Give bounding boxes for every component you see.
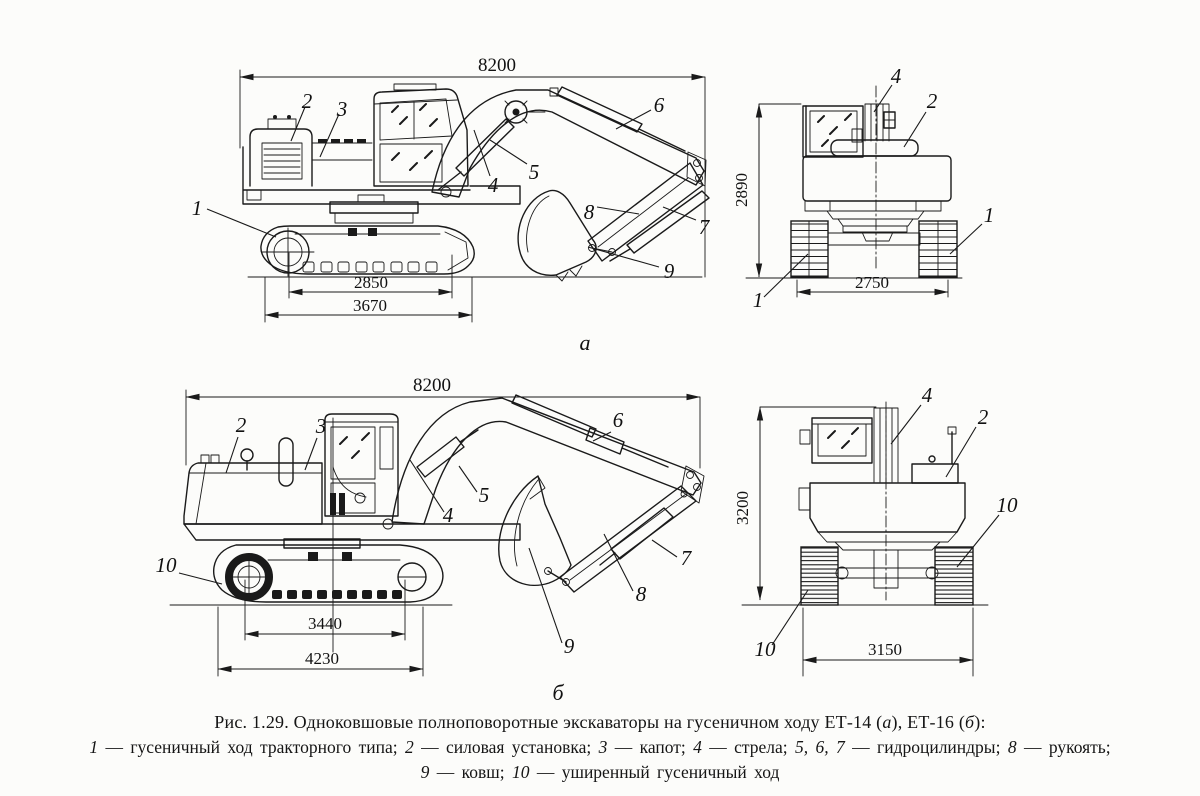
cab-b [325, 414, 398, 516]
callout-boom-a: 4 [487, 173, 499, 197]
body-a-rear [803, 156, 951, 201]
track-undercarriage-b [214, 545, 443, 602]
excavator-b-side-view [170, 395, 704, 652]
excavator-a-side-view [243, 84, 709, 281]
callout-cyl5-a: 5 [528, 160, 540, 184]
callout-cyl7-b: 7 [680, 546, 692, 570]
legend-item: 1 — гусеничный ход тракторного типа; [89, 737, 405, 757]
cab-a-rear [803, 106, 863, 157]
subfigure-a-label: а [579, 330, 591, 355]
figure-b [156, 375, 1019, 705]
callout-track-right-b-rear: 10 [996, 493, 1018, 517]
dim-height-a: 2890 [732, 173, 751, 207]
dim-wheel-base-a: 2850 [354, 273, 388, 292]
arm-cylinder-6 [557, 87, 685, 151]
body-b-rear [810, 483, 965, 532]
arm-cylinder-6 [586, 428, 668, 467]
arm-8 [588, 163, 703, 261]
legend-item: 9 — ковш; [420, 762, 512, 782]
callout-track-right-a-rear: 1 [983, 203, 995, 227]
callout-track-a: 1 [191, 196, 203, 220]
caption-a-ref: а [882, 712, 892, 732]
callout-engine-a-rear: 2 [926, 89, 938, 113]
track-rollers [303, 262, 437, 272]
dim-track-length-b: 4230 [305, 649, 339, 668]
callout-boom-a-rear: 4 [890, 64, 902, 88]
callout-boom-b: 4 [442, 503, 454, 527]
boom-b-rear [874, 408, 898, 482]
track-undercarriage-a [261, 226, 474, 276]
tracks-a-rear [791, 221, 957, 277]
callout-track-left-a-rear: 1 [752, 288, 764, 312]
dim-wheel-base-b: 3440 [308, 614, 342, 633]
caption-text: ): [974, 712, 986, 732]
callout-cyl6-a: 6 [653, 93, 665, 117]
callout-bucket-b: 9 [563, 634, 575, 658]
callout-stick-a: 8 [583, 200, 595, 224]
engine-grille [262, 143, 302, 179]
legend-item: 10 — уширенный гусеничный ход [511, 762, 780, 782]
legend-line-1 [0, 735, 1200, 760]
subfigure-b-label: б [552, 680, 564, 705]
callout-boom-b-rear: 4 [921, 383, 933, 407]
cab-b-rear [800, 418, 872, 463]
platform [184, 524, 520, 540]
engine-bonnet-a [831, 140, 918, 156]
callout-track-left-b-rear: 10 [754, 637, 776, 661]
dim-height-b: 3200 [733, 491, 752, 525]
boom-arm-bucket-b [383, 395, 704, 592]
caption-text: Рис. 1.29. Одноковшовые полноповоротные экскаваторы на гусеничном ходу ЕТ-14 ( [214, 712, 883, 732]
legend-item: 5, 6, 7 — гидроцилиндры; [795, 737, 1008, 757]
callout-stick-b: 8 [635, 582, 647, 606]
figure-a [192, 55, 995, 355]
track-rollers [272, 590, 402, 599]
boom-cylinder-5 [438, 119, 514, 190]
callouts-b-side [156, 408, 693, 658]
legend-item: 3 — капот; [598, 737, 694, 757]
hood-deck [312, 143, 372, 160]
callout-bucket-a: 9 [663, 259, 675, 283]
callout-wide-track-b: 10 [155, 553, 177, 577]
figure-caption [0, 710, 1200, 785]
arm-cylinder-6-rod [512, 395, 596, 437]
legend-item: 8 — рукоять; [1007, 737, 1111, 757]
cab-a [374, 84, 468, 186]
legend-item: 4 — стрела; [693, 737, 796, 757]
legend-line-2 [0, 760, 1200, 785]
dim-width-a: 2750 [855, 273, 889, 292]
callout-engine-b-rear: 2 [977, 405, 989, 429]
dim-overall-length-a: 8200 [478, 55, 516, 76]
operator-console-b [912, 427, 958, 483]
upper-structure-a [243, 115, 520, 223]
bucket-cylinder-7 [600, 508, 673, 565]
caption-b-ref: б [965, 712, 975, 732]
exhaust-stack [279, 438, 293, 486]
dimensions-b-rear [733, 407, 973, 676]
bucket-9 [499, 476, 571, 585]
upper-structure-b [184, 438, 520, 548]
legend-item: 2 — силовая установка; [404, 737, 599, 757]
caption-title [0, 710, 1200, 735]
dim-overall-length-b: 8200 [413, 375, 451, 396]
boom-cylinder-5 [417, 430, 478, 477]
dim-track-length-a: 3670 [353, 296, 387, 315]
callout-cyl5-b: 5 [478, 483, 490, 507]
callout-hood-a: 3 [336, 97, 348, 121]
excavator-a-rear-view [746, 86, 962, 278]
tracks-b-rear [801, 547, 973, 605]
dim-width-b: 3150 [868, 640, 902, 659]
caption-text: ), ЕТ-16 ( [891, 712, 966, 732]
callout-power-unit-b: 2 [235, 413, 247, 437]
callout-cyl6-b: 6 [612, 408, 624, 432]
boom-a-rear [852, 104, 895, 142]
callout-cyl7-a: 7 [698, 215, 710, 239]
callout-power-unit-a: 2 [301, 89, 313, 113]
callout-hood-b: 3 [315, 414, 327, 438]
excavator-b-rear-view [742, 402, 988, 605]
counterweight [250, 129, 312, 186]
turntable-a-rear [827, 211, 924, 245]
